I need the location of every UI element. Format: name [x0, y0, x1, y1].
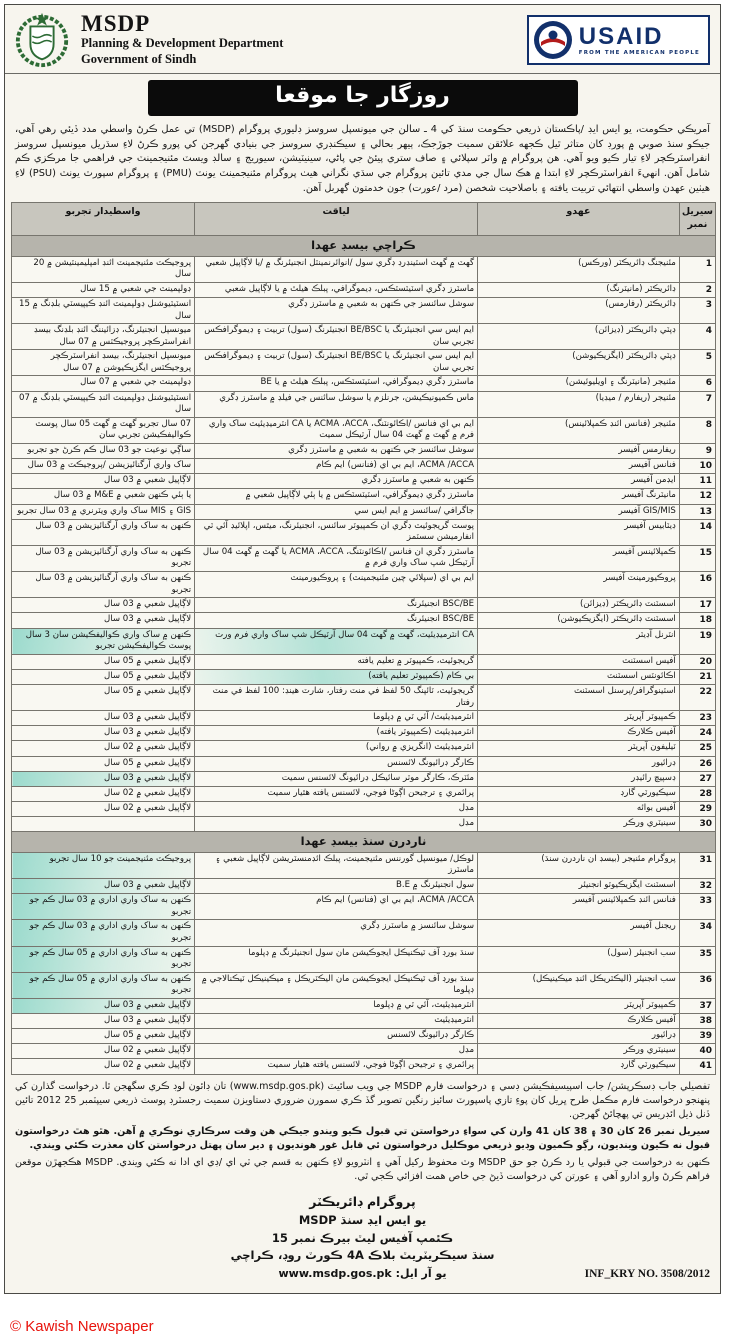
position-cell: سيڪيورٽي گارڊ — [478, 786, 680, 801]
serial-cell: 10 — [679, 459, 715, 474]
footer-note-line: سيريل نمبر 26 کان 30 ۽ 38 کان 41 وارن کي سواءِ درخواستن تي قبول ڪيو ويندو جيڪي هن وقت سرڪاري نوڪري ۾ آهن. هٿو هٿ درخواستون قبول نه ڪيون وينديون، رڳو ڪميون وڊيو ذريعي موڪليل درخواستون ئي قابل غور هونديون ۽ دير سان پهتل درخواستن کان معذرت ڪئي ويندي. — [15, 1125, 710, 1152]
position-cell: آفيس ڪلارڪ — [478, 726, 680, 741]
table-row — [12, 685, 716, 711]
serial-cell: 21 — [679, 669, 715, 684]
serial-cell: 4 — [679, 324, 715, 350]
experience-cell: لاڳاپيل شعبي ۾ 02 سال — [12, 802, 195, 817]
experience-cell: ڊولپمينٽ جي شعبي ۾ 15 سال — [12, 282, 195, 297]
experience-cell — [12, 817, 195, 832]
table-row — [12, 324, 716, 350]
table-row — [12, 282, 716, 297]
org-title-block — [81, 12, 283, 67]
table-row — [12, 1044, 716, 1059]
position-cell: فنانس آفيسر — [478, 459, 680, 474]
position-cell: GIS/MIS آفيسر — [478, 504, 680, 519]
qualification-cell: ڪارگر ڊرائيونگ لائسنس — [195, 756, 478, 771]
table-row — [12, 628, 716, 654]
position-cell: آفيس بوائه — [478, 802, 680, 817]
qualification-cell: لوڪل/ ميونسپل گورننس مئنيجمينٽ، پبلڪ ائڊمنسٽريشن لاڳاپيل شعبي ۽ ماسٽرز — [195, 852, 478, 878]
footer-note-line: تفصيلي جاب ڊسڪرپشن/ جاب اسپيسيفڪيشن ڊسي ۽ درخواست فارم MSDP جي ويب سائيٽ (www.msdp.gos.pk) تان ڊائون لوڊ ڪري سگهجن ٿا. درخواست گذارن کي پنهنجو درخواست فارم مڪمل طرح ڀريل کان پوءِ تازي پاسپورٽ سائيز رنگين تصوير گڏ ڪري سمورن ضروري دستاويزن سميت رجسٽرڊ پوسٽ ذريعي سيپٽمبر 25 2012 تائين ڏنل ذيل ائڊريس تي پهچائڻ گهرجن. — [15, 1080, 710, 1121]
experience-cell: ساڳي نوعيت جو 03 سال ڪم ڪرڻ جو تجربو — [12, 443, 195, 458]
table-row — [12, 711, 716, 726]
table-row — [12, 726, 716, 741]
section-northern — [12, 832, 716, 853]
experience-cell: ڪنهن به ساک واري اداري ۾ 05 سال ڪم جو تجربو — [12, 946, 195, 972]
position-cell: ڊرائيور — [478, 756, 680, 771]
table-row — [12, 613, 716, 628]
table-row — [12, 802, 716, 817]
table-row — [12, 519, 716, 545]
position-cell: سب انجنيئر (سول) — [478, 946, 680, 972]
serial-cell: 3 — [679, 297, 715, 323]
experience-cell: پروجيڪٽ مئنيجمينٽ ائنڊ امپليمينٽيشن ۾ 20 سال — [12, 256, 195, 282]
karachi-rows — [12, 236, 716, 832]
position-cell: مئنيجر (مانيٽرنگ ۽ اويليوئيشن) — [478, 376, 680, 391]
table-row — [12, 654, 716, 669]
experience-cell: لاڳاپيل شعبي ۾ 02 سال — [12, 1044, 195, 1059]
qualification-cell: BSC/BE انجنيئرنگ — [195, 613, 478, 628]
serial-cell: 39 — [679, 1029, 715, 1044]
signature-block — [5, 1192, 720, 1265]
table-row — [12, 443, 716, 458]
serial-cell: 26 — [679, 756, 715, 771]
col-position: عهدو — [478, 203, 680, 236]
col-experience: واسطيدار تجربو — [12, 203, 195, 236]
position-cell: اسسٽنٽ ايگزيڪيوٽو انجنيئر — [478, 879, 680, 894]
experience-cell: ڪنهن به ساک واري اداري ۾ 05 سال ڪم جو تجربو — [12, 972, 195, 998]
qualification-cell: ماسٽرز ڊگري ان فنانس /اڪائونٽنگ، ACMA ،ACCA يا گهٽ ۾ گهٽ 04 سال آرٽيڪل شپ ساک واري فرم ۾ — [195, 545, 478, 571]
serial-cell: 13 — [679, 504, 715, 519]
serial-cell: 24 — [679, 726, 715, 741]
experience-cell: لاڳاپيل شعبي ۾ 03 سال — [12, 474, 195, 489]
serial-cell: 5 — [679, 350, 715, 376]
serial-cell: 23 — [679, 711, 715, 726]
position-cell: ڊائريڪٽر (مانيٽرنگ) — [478, 282, 680, 297]
table-row — [12, 756, 716, 771]
table-row — [12, 879, 716, 894]
experience-cell: لاڳاپيل شعبي ۾ 03 سال — [12, 613, 195, 628]
qualification-cell: ايم بي اي (سپلائي چين مئنيجمينٽ) ۽ پروڪيورمينٽ — [195, 572, 478, 598]
experience-cell: 07 سال تجربو گهٽ ۾ گهٽ 05 سال پوسٽ ڪواليفڪيشن تجربي سان — [12, 417, 195, 443]
serial-cell: 11 — [679, 474, 715, 489]
serial-cell: 22 — [679, 685, 715, 711]
serial-cell: 33 — [679, 894, 715, 920]
experience-cell: لاڳاپيل شعبي ۾ 02 سال — [12, 786, 195, 801]
northern-rows — [12, 832, 716, 1074]
qualification-cell: مڊل — [195, 802, 478, 817]
position-cell: ريفارمس آفيسر — [478, 443, 680, 458]
table-row — [12, 1059, 716, 1074]
table-row — [12, 998, 716, 1013]
experience-cell: لاڳاپيل شعبي ۾ 03 سال — [12, 998, 195, 1013]
advertisement — [4, 4, 721, 1294]
qualification-cell: انٽرميڊيئيٽ، آئي ٽي ۾ ڊپلوما — [195, 998, 478, 1013]
intro-paragraph: آمريڪي حڪومت، يو ايس ايڊ /پاڪستان ذريعي حڪومت سنڌ کي 4 ـ سالن جي ميونسپل سروسز ڊليوري پروگرام (MSDP) تي عمل ڪرڻ واسطي مدد ڏيئي رهي آهي، جيڪو سنڌ صوبي ۾ پورڊ کان متاثر ٿيل ڪجهه علائقن سميت جوڙجڪ، ٻيهر بحالي ۽ سيڪنڊري سروسز جي بنيادي گهرجن کي پورو ڪرڻ لاءِ سڌريل ميونسپل سروسز انفراسٽرڪچر لاءِ تيار ڪيو ويو آهي. هن پروگرام ۾ واٽر سپلائي ۽ صاف ستري پيئڻ جي پاڻي، سينيٽيشن، سيوريج ۽ سالڊ ويسٽ مئنيجمينٽ جي فراهمي جا مرڪزي ڪم شامل آهن. انهيءَ انفراسٽرڪچر لاءِ ابتدا ۾ هڪ سال جي مدي تائين پروگرام جي سڌي نگراني هيٺ پروگرام مئنيجمينٽ يونٽ (PMU) ۽ پروگرام سپورٽ يونٽ (PSU) لاءِ هيٺين عهدن واسطي انتهائي تربيت يافته ۽ باصلاحيت شخصن (مرد /عورت) جون خدمتون گهربل آهن. — [15, 124, 710, 194]
serial-cell: 20 — [679, 654, 715, 669]
footer-note-line: ڪنهن به درخواست جي قبولي يا رد ڪرڻ جو حق MSDP وٽ محفوظ رکيل آهي ۽ انٽرويو لاءِ ڪنهن به قسم جي ٽي اي /ڊي اي ادا نه ڪئي ويندي. MSDP هڪجهڙن موقعن فراهم ڪرڻ وارو ادارو آهي ۽ عورتن کي درخواست ڏيڻ جي خاص همت افزائي ڪجي ٿي. — [15, 1156, 710, 1182]
qualification-cell: پوسٽ گريجوئيٽ ڊگري ان ڪمپيوٽر سائنس، انجنيئرنگ، ميٿس، اپلائيڊ آئي ٽي انفارميشن سسٽمز — [195, 519, 478, 545]
position-cell: ايڊمن آفيسر — [478, 474, 680, 489]
serial-cell: 41 — [679, 1059, 715, 1074]
bottom-row — [15, 1267, 710, 1287]
table-row — [12, 1014, 716, 1029]
qualification-cell: انٽرميڊيئيٽ (انگريزي ۾ رواني) — [195, 741, 478, 756]
qualification-cell: مڊل — [195, 1044, 478, 1059]
qualification-cell: انٽرميڊيئيٽ (ڪمپيوٽر يافته) — [195, 726, 478, 741]
qualification-cell: ايم ايس سي انجنيئرنگ يا BE/BSC انجنيئرنگ (سول) تربيت ۽ ڊيموگرافڪس تجربي سان — [195, 350, 478, 376]
org-government: Government of Sindh — [81, 52, 197, 67]
serial-cell: 28 — [679, 786, 715, 801]
serial-cell: 1 — [679, 256, 715, 282]
usaid-logo — [527, 15, 710, 65]
experience-cell: ڪنهن به ساک واري آرگنائيزيشن ۾ 03 سال — [12, 519, 195, 545]
advert-ref-number: INF_KRY NO. 3508/2012 — [584, 1268, 710, 1281]
qualification-cell: ماسٽرز ڊگري ڊيموگرافي، اسٽيٽسٽڪس، پبلڪ هيلٿ ۾ يا BE — [195, 376, 478, 391]
experience-cell: ڪنهن به ساک واري اداري ۾ 03 سال ڪم جو تجربو — [12, 894, 195, 920]
qualification-cell: سول انجنيئرنگ ۾ B.E — [195, 879, 478, 894]
serial-cell: 2 — [679, 282, 715, 297]
experience-cell: لاڳاپيل شعبي ۾ 03 سال — [12, 1014, 195, 1029]
qualification-cell: CA انٽرميڊيئيٽ، گهٽ ۾ گهٽ 04 سال آرٽيڪل شپ ساک واري فرم ورت — [195, 628, 478, 654]
position-cell: اسٽينوگرافر/پرسنل اسسٽنٽ — [478, 685, 680, 711]
table-row — [12, 894, 716, 920]
experience-cell: ڪنهن به ساک واري اداري ۾ 03 سال ڪم جو تجربو — [12, 920, 195, 946]
serial-cell: 12 — [679, 489, 715, 504]
qualification-cell: ڪارگر ڊرائيونگ لائسنس — [195, 1029, 478, 1044]
experience-cell: انسٽيٽيوشنل ڊولپمينٽ ائنڊ ڪيپيسٽي بلڊنگ ۾ 07 سال — [12, 391, 195, 417]
usaid-wordmark: USAID — [578, 22, 664, 50]
table-row — [12, 920, 716, 946]
serial-cell: 18 — [679, 613, 715, 628]
section-northern-label: ناردرن سنڌ بيسڊ عهدا — [12, 832, 716, 853]
serial-cell: 34 — [679, 920, 715, 946]
table-row — [12, 297, 716, 323]
table-row — [12, 489, 716, 504]
serial-cell: 32 — [679, 879, 715, 894]
table-row — [12, 817, 716, 832]
qualification-cell: پرائمري ۽ ترجيحن اڳوڻا فوجي، لائسنس يافته هٿيار سميت — [195, 1059, 478, 1074]
position-cell: سينيٽري ورڪر — [478, 817, 680, 832]
section-karachi-label: ڪراچي بيسڊ عهدا — [12, 236, 716, 257]
position-cell: ڪمپيوٽر آپريٽر — [478, 998, 680, 1013]
table-row — [12, 391, 716, 417]
experience-cell: پروجيڪٽ مئنيجمينٽ جو 10 سال تجربو — [12, 852, 195, 878]
qualification-cell: ACMA /ACCA، ايم بي اي (فنانس) ايم ڪام — [195, 894, 478, 920]
position-cell: پروگرام مئنيجر (بيسڊ ان ناردرن سنڌ) — [478, 852, 680, 878]
serial-cell: 38 — [679, 1014, 715, 1029]
position-cell: مئنيجر (ريفارم / ميڊيا) — [478, 391, 680, 417]
table-row — [12, 417, 716, 443]
serial-cell: 16 — [679, 572, 715, 598]
serial-cell: 40 — [679, 1044, 715, 1059]
table-row — [12, 572, 716, 598]
qualification-cell: پرائمري ۽ ترجيحن اڳوڻا فوجي، لائسنس يافته هٿيار سميت — [195, 786, 478, 801]
position-cell: اڪائونٽس اسسٽنٽ — [478, 669, 680, 684]
position-cell: آفيس ڪلارڪ — [478, 1014, 680, 1029]
org-department: Planning & Development Department — [81, 36, 284, 51]
website-url: يو آر ايل: www.msdp.gos.pk — [278, 1267, 447, 1281]
header-row — [12, 203, 716, 236]
qualification-cell: ڪنهن به شعبي ۾ ماسٽرز ڊگري — [195, 474, 478, 489]
position-cell: ڊيٽابيس آفيسر — [478, 519, 680, 545]
qualification-cell: بي ڪام (ڪمپيوٽر تعليم يافته) — [195, 669, 478, 684]
serial-cell: 25 — [679, 741, 715, 756]
qualification-cell: ماس ڪميونيڪيشن، جرنلزم يا سوشل سائنس جي فيلڊ ۾ ماسٽرز ڊگري — [195, 391, 478, 417]
table-row — [12, 545, 716, 571]
position-cell: ڊرائيور — [478, 1029, 680, 1044]
experience-cell: يا ٻئي ڪنهن شعبي ۾ M&E ۾ 03 سال — [12, 489, 195, 504]
experience-cell: لاڳاپيل شعبي ۾ 05 سال — [12, 654, 195, 669]
serial-cell: 14 — [679, 519, 715, 545]
experience-cell: لاڳاپيل شعبي ۾ 02 سال — [12, 741, 195, 756]
experience-cell: لاڳاپيل شعبي ۾ 02 سال — [12, 1059, 195, 1074]
experience-cell: ڪنهن ۾ ساک واري ڪواليفڪيشن سان 3 سال پوسٽ ڪواليفڪيشن تجربو — [12, 628, 195, 654]
serial-cell: 27 — [679, 771, 715, 786]
experience-cell: ڪنهن به ساک واري آرگنائيزيشن ۾ 03 سال تجربو — [12, 545, 195, 571]
table-row — [12, 256, 716, 282]
table-row — [12, 972, 716, 998]
table-header — [12, 203, 716, 236]
experience-cell: انسٽيٽيوشنل ڊولپمينٽ ائنڊ ڪيپيسٽي بلڊنگ ۾ 15 سال — [12, 297, 195, 323]
serial-cell: 19 — [679, 628, 715, 654]
employment-banner — [148, 80, 578, 116]
table-row — [12, 669, 716, 684]
experience-cell: GIS ۽ MIS ساک واري ويٽرنري ۾ 03 سال تجربو — [12, 504, 195, 519]
position-cell: انٽرنل آڊيٽر — [478, 628, 680, 654]
qualification-cell: ماسٽرز ڊگري اسٽيٽسٽڪس، ڊيموگرافي، پبلڪ هيلٿ ۾ يا لاڳاپيل شعبي — [195, 282, 478, 297]
qualification-cell: گهٽ ۾ گهٽ اسٽينڊرڊ ڊگري سول /انوائرنمينٽل انجنيئرنگ ۾ /يا لاڳاپيل شعبي — [195, 256, 478, 282]
col-qualification: لياقت — [195, 203, 478, 236]
qualification-cell: گريجوئيٽ، ڪمپيوٽر ۾ تعليم يافته — [195, 654, 478, 669]
position-cell: ٽيليفون آپريٽر — [478, 741, 680, 756]
position-cell: مئنيجنگ ڊائريڪٽر (ورڪس) — [478, 256, 680, 282]
position-cell: ريجنل آفيسر — [478, 920, 680, 946]
table-row — [12, 1029, 716, 1044]
qualification-cell: سوشل سائنسز ۾ ماسٽرز ڊگري — [195, 920, 478, 946]
position-cell: ڊپٽي ڊائريڪٽر (ڊيزائن) — [478, 324, 680, 350]
position-cell: ڪمپلائينس آفيسر — [478, 545, 680, 571]
banner-title: روزگار جا موقعا — [275, 83, 450, 108]
experience-cell: ڊولپمينٽ جي شعبي ۾ 07 سال — [12, 376, 195, 391]
position-cell: آفيس اسسٽنٽ — [478, 654, 680, 669]
signatory-org: يو ايس ايڊ سنڌ MSDP — [298, 1212, 427, 1227]
section-karachi — [12, 236, 716, 257]
experience-cell: لاڳاپيل شعبي ۾ 03 سال — [12, 771, 195, 786]
vacancies-table — [11, 202, 716, 1074]
position-cell: ڊسپيچ رائيڊر — [478, 771, 680, 786]
position-cell: ڪمپيوٽر آپريٽر — [478, 711, 680, 726]
serial-cell: 35 — [679, 946, 715, 972]
signatory-title: پروگرام ڊائريڪٽر — [309, 1194, 416, 1210]
position-cell: سينيٽري ورڪر — [478, 1044, 680, 1059]
table-row — [12, 459, 716, 474]
qualification-cell: مڊل — [195, 817, 478, 832]
table-row — [12, 376, 716, 391]
table-row — [12, 852, 716, 878]
serial-cell: 37 — [679, 998, 715, 1013]
serial-cell: 30 — [679, 817, 715, 832]
table-row — [12, 504, 716, 519]
qualification-cell: انٽرميڊيئيٽ/ آئي ٽي ۾ ڊپلوما — [195, 711, 478, 726]
newspaper-credit: © Kawish Newspaper — [10, 1318, 154, 1335]
experience-cell: لاڳاپيل شعبي ۾ 05 سال — [12, 756, 195, 771]
qualification-cell: سوشل سائنسز جي ڪنهن به شعبي ۾ ماسٽرز ڊگري — [195, 443, 478, 458]
qualification-cell: ماسٽرز ڊگري ڊيموگرافي، اسٽيٽسٽڪس ۾ يا ٻئي لاڳاپيل شعبي ۾ — [195, 489, 478, 504]
qualification-cell: سوشل سائنسز جي ڪنهن به شعبي ۾ ماسٽرز ڊگري — [195, 297, 478, 323]
serial-cell: 6 — [679, 376, 715, 391]
experience-cell: ميونسپل انجنيئرنگ، بيسڊ انفراسٽرڪچر پروجيڪٽس ايگزيڪيوشن ۾ 07 سال — [12, 350, 195, 376]
serial-cell: 15 — [679, 545, 715, 571]
sindh-govt-crest-icon — [13, 11, 71, 69]
serial-cell: 36 — [679, 972, 715, 998]
serial-cell: 29 — [679, 802, 715, 817]
usaid-text-block — [578, 22, 700, 56]
qualification-cell: ايم ايس سي انجنيئرنگ يا BE/BSC انجنيئرنگ (سول) تربيت ۽ ڊيموگرافڪس تجربي سان — [195, 324, 478, 350]
qualification-cell: جاگرافي /سائنسز ۾ ايم ايس سي — [195, 504, 478, 519]
position-cell: سب انجنيئر (اليڪٽريڪل ائنڊ ميڪينيڪل) — [478, 972, 680, 998]
table-row — [12, 598, 716, 613]
footer-notes — [5, 1075, 720, 1189]
usaid-seal-icon — [533, 20, 573, 60]
position-cell: مانيٽرنگ آفيسر — [478, 489, 680, 504]
experience-cell: لاڳاپيل شعبي ۾ 03 سال — [12, 726, 195, 741]
position-cell: پروڪيورمينٽ آفيسر — [478, 572, 680, 598]
qualification-cell: BSC/BE انجنيئرنگ — [195, 598, 478, 613]
table-row — [12, 771, 716, 786]
serial-cell: 7 — [679, 391, 715, 417]
msdp-header-block — [13, 11, 283, 69]
position-cell: ڊپٽي ڊائريڪٽر (ايگزيڪيوشن) — [478, 350, 680, 376]
table-row — [12, 350, 716, 376]
position-cell: سيڪيورٽي گارڊ — [478, 1059, 680, 1074]
col-serial: سيريل نمبر — [679, 203, 715, 236]
org-acronym: MSDP — [81, 11, 151, 37]
qualification-cell: گريجوئيٽ، ٽائپنگ 50 لفظ في منٽ رفتار، شارٽ هينڊ: 100 لفظ في منٽ رفتار — [195, 685, 478, 711]
experience-cell: لاڳاپيل شعبي ۾ 03 سال — [12, 598, 195, 613]
serial-cell: 8 — [679, 417, 715, 443]
qualification-cell: ايم بي اي فنانس /اڪائونٽنگ، ACMA ،ACCA يا CA انٽرميڊيئيٽ ساک واري فرم ۾ گهٽ ۾ گهٽ 04 سال آرٽيڪل سميت — [195, 417, 478, 443]
position-cell: اسسٽنٽ ڊائريڪٽر (ايگزيڪيوشن) — [478, 613, 680, 628]
experience-cell: لاڳاپيل شعبي ۾ 03 سال — [12, 711, 195, 726]
position-cell: فنانس ائنڊ ڪمپلائينس آفيسر — [478, 894, 680, 920]
qualification-cell: انٽرميڊيئيٽ — [195, 1014, 478, 1029]
ad-header — [5, 5, 720, 74]
serial-cell: 17 — [679, 598, 715, 613]
experience-cell: ڪنهن به ساک واري آرگنائيزيشن ۾ 03 سال تجربو — [12, 572, 195, 598]
experience-cell: ميونسپل انجنيئرنگ، ڊزائيننگ ائنڊ بلڊنگ بيسڊ انفراسٽرڪچر پروجيڪٽس ۾ 07 سال — [12, 324, 195, 350]
experience-cell: لاڳاپيل شعبي ۾ 03 سال — [12, 879, 195, 894]
experience-cell: ساک واري آرگنائيزيشن /پروجيڪٽ ۾ 03 سال — [12, 459, 195, 474]
qualification-cell: مئٽرڪ، ڪارگر موٽر سائيڪل ڊرائيونگ لائسنس سميت — [195, 771, 478, 786]
serial-cell: 9 — [679, 443, 715, 458]
experience-cell: لاڳاپيل شعبي ۾ 05 سال — [12, 669, 195, 684]
position-cell: ڊائريڪٽر (رفارمس) — [478, 297, 680, 323]
table-row — [12, 946, 716, 972]
serial-cell: 31 — [679, 852, 715, 878]
experience-cell: لاڳاپيل شعبي ۾ 05 سال — [12, 1029, 195, 1044]
position-cell: مئنيجر (فنانس ائنڊ ڪمپلائينس) — [478, 417, 680, 443]
position-cell: اسسٽنٽ ڊائريڪٽر (ڊيزائن) — [478, 598, 680, 613]
qualification-cell: سنڌ بورڊ آف ٽيڪنيڪل ايجوڪيشن مان سول انجنيئرنگ ۾ ڊپلوما — [195, 946, 478, 972]
office-address-line1: ڪئمپ آفيس ليٽ بيرڪ نمبر 15 — [271, 1230, 454, 1245]
usaid-tagline: FROM THE AMERICAN PEOPLE — [578, 49, 700, 56]
table-row — [12, 741, 716, 756]
qualification-cell: ACMA /ACCA، ايم بي اي (فنانس) ايم ڪام — [195, 459, 478, 474]
office-address-line2: سنڌ سيڪريٽريٽ بلاڪ 4A ڪورٽ روڊ، ڪراچي — [230, 1248, 495, 1263]
experience-cell: لاڳاپيل شعبي ۾ 05 سال — [12, 685, 195, 711]
table-row — [12, 786, 716, 801]
table-row — [12, 474, 716, 489]
qualification-cell: سنڌ بورڊ آف ٽيڪنيڪل ايجوڪيشن مان اليڪٽريڪل ۽ ميڪينيڪل ٽيڪنالاجي ۾ ڊپلوما — [195, 972, 478, 998]
